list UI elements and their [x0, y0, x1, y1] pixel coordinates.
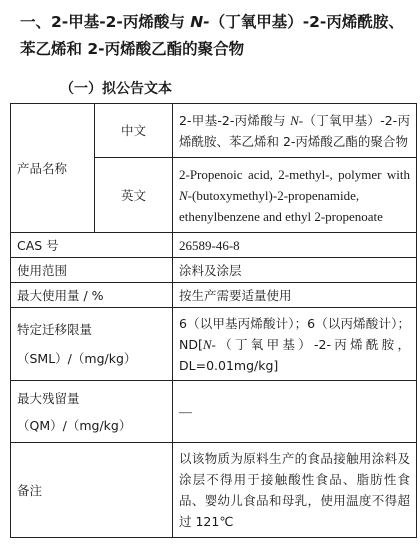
scope-text: 涂料及涂层: [179, 262, 242, 278]
remarks-text: 以该物质为原料生产的食品接触用涂料及涂层不得用于接触酸性食品、脂肪性食品、婴幼儿食品和母乳，使用温度不得超过 121℃: [179, 451, 410, 529]
english-name-text-part3: (butoxymethyl)-2-propenamide, ethenylbenzene and ethyl 2-propenoate: [179, 187, 383, 224]
chinese-name-text-part1: 2-甲基-2-丙烯酸与: [179, 112, 291, 128]
table-row-remarks: [11, 443, 417, 538]
chinese-name-text-italic: N-: [290, 112, 304, 128]
sml-text-part1: 6（以甲基丙烯酸计）；6（以丙烯酸计）；ND[: [179, 315, 410, 352]
qm-label: [11, 381, 173, 443]
scope-label: 使用范围: [11, 258, 173, 283]
max-usage-text: 按生产需要适量使用: [179, 287, 292, 303]
remarks-value: [173, 443, 417, 538]
document-heading: [20, 9, 412, 63]
max-usage-value: [173, 283, 417, 308]
product-name-label: 产品名称: [11, 104, 95, 233]
english-name-label: 英文: [95, 158, 173, 233]
scope-value: [173, 258, 417, 283]
english-name-value: [173, 158, 417, 233]
max-usage-label: 最大使用量 / %: [11, 283, 173, 308]
sml-label: [11, 308, 173, 381]
chinese-name-label: 中文: [95, 104, 173, 158]
qm-label-line1: 最大残留量: [17, 390, 80, 406]
heading-text-part3: （丁氧甲基）-2-丙烯酰胺、苯乙烯和 2-丙烯酸乙酯的聚合物: [20, 13, 404, 58]
sml-text-italic: N-: [202, 336, 216, 352]
sml-label-line1: 特定迁移限量: [17, 322, 93, 337]
sml-label-line2: （SML）/（mg/kg）: [17, 351, 137, 366]
table-row-cas: [11, 233, 417, 258]
chinese-name-value: [173, 104, 417, 158]
section-subheading: （一）拟公告文本: [60, 81, 172, 97]
qm-label-line2: （QM）/（mg/kg）: [17, 417, 132, 433]
cas-value: 26589-46-8: [173, 233, 417, 258]
remarks-label: 备注: [11, 443, 173, 538]
qm-value: —: [173, 381, 417, 443]
english-name-text-italic: N-: [179, 187, 192, 203]
sml-text-part3: （丁氧甲基）-2-丙烯酰胺，DL=0.01mg/kg]: [179, 336, 410, 373]
table-row-sml: [11, 308, 417, 381]
table-row-qm: [11, 381, 417, 443]
table-row-max-usage: [11, 283, 417, 308]
sml-value: [173, 308, 417, 381]
announcement-table: [10, 103, 417, 538]
english-name-text-part1: 2-Propenoic acid, 2-methyl-, polymer with: [179, 166, 410, 182]
heading-text-part1: 一、2-甲基-2-丙烯酸与: [20, 13, 191, 31]
heading-text-italic: N-: [190, 13, 210, 31]
cas-label: CAS 号: [11, 233, 173, 258]
table-row-product-name-zh: [11, 104, 417, 158]
table-row-scope: [11, 258, 417, 283]
chinese-name-text-part3: （丁氧甲基）-2-丙烯酰胺、苯乙烯和 2-丙烯酸乙酯的聚合物: [179, 112, 410, 149]
